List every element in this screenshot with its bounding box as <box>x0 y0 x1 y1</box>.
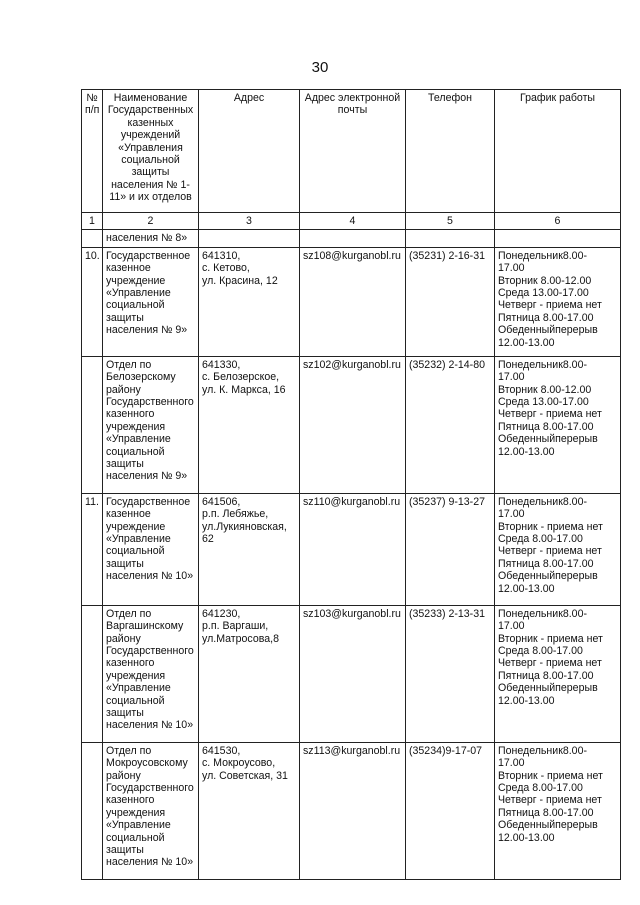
name-line: «Управление <box>106 433 171 446</box>
address-line: р.п. Варгаши, <box>202 620 269 633</box>
schedule-text: Понедельник <box>498 744 563 757</box>
cell-schedule <box>495 356 621 493</box>
schedule-line <box>498 324 617 336</box>
schedule-line <box>498 496 617 508</box>
name-line: «Управление <box>106 533 171 546</box>
schedule-text: Пятница 8.00-17.00 <box>498 557 594 570</box>
schedule-line <box>498 312 617 324</box>
address-line: ул. Красина, 12 <box>202 274 278 287</box>
phone-value: (35233) 2-13-31 <box>409 607 485 620</box>
schedule-text: перерыв <box>555 324 598 337</box>
table-row <box>82 493 621 605</box>
name-line: району <box>106 383 141 396</box>
header-name: Наименование Государственных казенных учреждений «Управления социальной защиты населения № 1- 11» и их отделов <box>103 90 199 213</box>
address-line: ул. К. Маркса, 16 <box>202 383 286 396</box>
name-line: учреждения <box>106 669 166 682</box>
cell-num: 11. <box>82 493 103 605</box>
schedule-line <box>498 262 617 274</box>
cell-schedule <box>495 230 621 247</box>
schedule-text: перерыв <box>555 682 598 695</box>
address-line: 641230, <box>202 607 241 620</box>
schedule-line <box>498 620 617 632</box>
schedule-line <box>498 521 617 533</box>
header-email: Адрес электронной почты <box>300 90 406 213</box>
name-line: Белозерскому <box>106 371 176 384</box>
schedule-line <box>498 657 617 669</box>
name-line: казенного <box>106 657 155 670</box>
name-line: защиты <box>106 707 144 720</box>
name-line: Варгашинскому <box>106 620 184 633</box>
name-line: защиты <box>106 844 144 857</box>
schedule-text: Среда 8.00-17.00 <box>498 533 583 546</box>
cell-address <box>199 247 300 356</box>
name-line: социальной <box>106 445 165 458</box>
name-line: казенного <box>106 408 155 421</box>
cell-email <box>300 247 406 356</box>
address-line: с. Мокроусово, <box>202 757 276 770</box>
schedule-text: 12.00-13.00 <box>498 694 555 707</box>
name-line: учреждения <box>106 420 166 433</box>
schedule-text: Среда 13.00-17.00 <box>498 396 589 409</box>
address-line: 641310, <box>202 249 241 262</box>
schedule-text: Четверг - приема нет <box>498 408 602 421</box>
header-num: № п/п <box>82 90 103 213</box>
schedule-text: 8.00- <box>562 607 587 620</box>
schedule-line <box>498 770 617 782</box>
schedule-text: 17.00 <box>498 371 525 384</box>
schedule-text: Пятница 8.00-17.00 <box>498 806 594 819</box>
header-row <box>82 90 621 213</box>
column-index-row <box>82 213 621 230</box>
cell-phone <box>406 493 495 605</box>
address-line: 641330, <box>202 358 241 371</box>
table-row <box>82 247 621 356</box>
schedule-line <box>498 583 617 595</box>
name-line: учреждение <box>106 520 166 533</box>
schedule-line <box>498 570 617 582</box>
name-line: «Управление <box>106 819 171 832</box>
name-line: населения № 10» <box>106 719 194 732</box>
table-row <box>82 356 621 493</box>
name-line: «Управление <box>106 287 171 300</box>
cell-schedule <box>495 605 621 742</box>
cell-email <box>300 493 406 605</box>
schedule-text: 17.00 <box>498 757 525 770</box>
column-index: 3 <box>199 213 300 230</box>
offices-table <box>81 89 621 880</box>
cell-email <box>300 356 406 493</box>
schedule-text: Вторник 8.00-12.00 <box>498 383 592 396</box>
schedule-line <box>498 508 617 520</box>
schedule-line <box>498 608 617 620</box>
cell-name <box>103 493 199 605</box>
cell-schedule <box>495 247 621 356</box>
schedule-line <box>498 299 617 311</box>
schedule-text: 8.00- <box>562 249 587 262</box>
name-line: населения № 10» <box>106 856 194 869</box>
name-line: «Управление <box>106 682 171 695</box>
header-address: Адрес <box>199 90 300 213</box>
address-line: с. Белозерское, <box>202 371 280 384</box>
schedule-text: Понедельник <box>498 358 563 371</box>
name-line: району <box>106 632 141 645</box>
schedule-text: Четверг - приема нет <box>498 299 602 312</box>
cell-num <box>82 742 103 879</box>
schedule-text: Вторник - приема нет <box>498 769 603 782</box>
cell-schedule <box>495 742 621 879</box>
cell-address <box>199 605 300 742</box>
address-line: с. Кетово, <box>202 262 250 275</box>
schedule-text: 17.00 <box>498 508 525 521</box>
cell-name <box>103 742 199 879</box>
schedule-text: перерыв <box>555 819 598 832</box>
cell-phone <box>406 742 495 879</box>
name-line: Отдел по <box>106 358 152 371</box>
page-number: 30 <box>311 59 329 76</box>
column-index: 6 <box>495 213 621 230</box>
cell-name <box>103 247 199 356</box>
schedule-line <box>498 682 617 694</box>
name-line: защиты <box>106 458 144 471</box>
schedule-text: Обеденный <box>498 682 556 695</box>
name-line: населения № 9» <box>106 324 188 337</box>
schedule-text: Пятница 8.00-17.00 <box>498 311 594 324</box>
table-row <box>82 605 621 742</box>
schedule-text: 12.00-13.00 <box>498 336 555 349</box>
schedule-text: 8.00- <box>562 744 587 757</box>
email-value: sz113@kurganobl.ru <box>303 744 401 757</box>
name-line: защиты <box>106 311 144 324</box>
schedule-line <box>498 384 617 396</box>
schedule-text: 12.00-13.00 <box>498 445 555 458</box>
name-line: Отдел по <box>106 607 152 620</box>
address-line: ул.Лукияновская, <box>202 520 287 533</box>
schedule-line <box>498 695 617 707</box>
cell-num <box>82 356 103 493</box>
cell-address <box>199 493 300 605</box>
schedule-text: Четверг - приема нет <box>498 545 602 558</box>
cell-name <box>103 605 199 742</box>
name-line: Государственного <box>106 396 194 409</box>
name-line: населения № 10» <box>106 570 194 583</box>
name-line: социальной <box>106 694 165 707</box>
name-line: казенное <box>106 262 151 275</box>
phone-value: (35232) 2-14-80 <box>409 358 485 371</box>
schedule-text: 12.00-13.00 <box>498 831 555 844</box>
schedule-text: перерыв <box>555 570 598 583</box>
name-line: Государственное <box>106 495 191 508</box>
schedule-text: Понедельник <box>498 495 563 508</box>
schedule-text: Понедельник <box>498 607 563 620</box>
schedule-text: 17.00 <box>498 620 525 633</box>
schedule-line <box>498 832 617 844</box>
schedule-line <box>498 757 617 769</box>
email-value: sz110@kurganobl.ru <box>303 495 401 508</box>
cell-phone <box>406 247 495 356</box>
name-line: Государственного <box>106 782 194 795</box>
schedule-line <box>498 250 617 262</box>
schedule-line <box>498 337 617 349</box>
address-line: 641506, <box>202 495 241 508</box>
schedule-line <box>498 533 617 545</box>
name-line: учреждения <box>106 806 166 819</box>
cell-address <box>199 230 300 247</box>
name-line: казенное <box>106 508 151 521</box>
email-value: sz102@kurganobl.ru <box>303 358 401 371</box>
name-line: социальной <box>106 831 165 844</box>
cell-address <box>199 356 300 493</box>
phone-value: (35231) 2-16-31 <box>409 249 485 262</box>
phone-value: (35237) 9-13-27 <box>409 495 485 508</box>
schedule-text: Пятница 8.00-17.00 <box>498 420 594 433</box>
name-line: Мокроусовскому <box>106 757 188 770</box>
schedule-line <box>498 421 617 433</box>
cell-schedule <box>495 493 621 605</box>
schedule-line <box>498 819 617 831</box>
schedule-text: Вторник - приема нет <box>498 520 603 533</box>
schedule-text: Обеденный <box>498 819 556 832</box>
schedule-text: 8.00- <box>562 358 587 371</box>
header-schedule: График работы <box>495 90 621 213</box>
schedule-line <box>498 446 617 458</box>
schedule-line <box>498 433 617 445</box>
cell-name: населения № 8» <box>103 230 199 247</box>
cell-name <box>103 356 199 493</box>
schedule-text: Обеденный <box>498 324 556 337</box>
name-line: Государственного <box>106 645 194 658</box>
schedule-line <box>498 645 617 657</box>
cell-phone <box>406 605 495 742</box>
name-line: казенного <box>106 794 155 807</box>
schedule-text: Среда 13.00-17.00 <box>498 287 589 300</box>
schedule-line <box>498 371 617 383</box>
schedule-line <box>498 359 617 371</box>
address-line: ул. Советская, 31 <box>202 769 288 782</box>
schedule-line <box>498 558 617 570</box>
schedule-text: Обеденный <box>498 433 556 446</box>
header-phone: Телефон <box>406 90 495 213</box>
schedule-text: 17.00 <box>498 262 525 275</box>
schedule-line <box>498 275 617 287</box>
name-line: социальной <box>106 299 165 312</box>
cell-num: 10. <box>82 247 103 356</box>
cell-email <box>300 230 406 247</box>
column-index: 5 <box>406 213 495 230</box>
schedule-line <box>498 670 617 682</box>
phone-value: (35234)9-17-07 <box>409 744 483 757</box>
schedule-text: Четверг - приема нет <box>498 657 602 670</box>
schedule-text: Обеденный <box>498 570 556 583</box>
schedule-text: Вторник 8.00-12.00 <box>498 274 592 287</box>
schedule-line <box>498 782 617 794</box>
address-line: ул.Матросова,8 <box>202 632 279 645</box>
schedule-line <box>498 633 617 645</box>
schedule-text: Понедельник <box>498 249 563 262</box>
cell-email <box>300 742 406 879</box>
schedule-line <box>498 794 617 806</box>
schedule-text: Вторник - приема нет <box>498 632 603 645</box>
cell-phone <box>406 356 495 493</box>
cell-email <box>300 605 406 742</box>
schedule-line <box>498 545 617 557</box>
schedule-text: 8.00- <box>562 495 587 508</box>
schedule-line <box>498 396 617 408</box>
name-line: учреждение <box>106 274 166 287</box>
schedule-text: Среда 8.00-17.00 <box>498 782 583 795</box>
schedule-text: перерыв <box>555 433 598 446</box>
column-index: 1 <box>82 213 103 230</box>
cell-address <box>199 742 300 879</box>
schedule-line <box>498 408 617 420</box>
email-value: sz108@kurganobl.ru <box>303 249 401 262</box>
email-value: sz103@kurganobl.ru <box>303 607 401 620</box>
address-line: р.п. Лебяжье, <box>202 508 269 521</box>
column-index: 2 <box>103 213 199 230</box>
name-line: району <box>106 769 141 782</box>
name-line: населения № 9» <box>106 470 188 483</box>
cell-phone <box>406 230 495 247</box>
address-line: 641530, <box>202 744 241 757</box>
schedule-text: Среда 8.00-17.00 <box>498 645 583 658</box>
name-line: защиты <box>106 557 144 570</box>
address-line: 62 <box>202 533 214 546</box>
schedule-line <box>498 745 617 757</box>
name-line: Отдел по <box>106 744 152 757</box>
column-index: 4 <box>300 213 406 230</box>
table-row <box>82 742 621 879</box>
continuation-row <box>82 230 621 247</box>
name-line: социальной <box>106 545 165 558</box>
schedule-text: Пятница 8.00-17.00 <box>498 669 594 682</box>
schedule-text: Четверг - приема нет <box>498 794 602 807</box>
schedule-line <box>498 287 617 299</box>
schedule-line <box>498 807 617 819</box>
cell-num <box>82 230 103 247</box>
name-line: Государственное <box>106 249 191 262</box>
cell-num <box>82 605 103 742</box>
schedule-text: 12.00-13.00 <box>498 582 555 595</box>
